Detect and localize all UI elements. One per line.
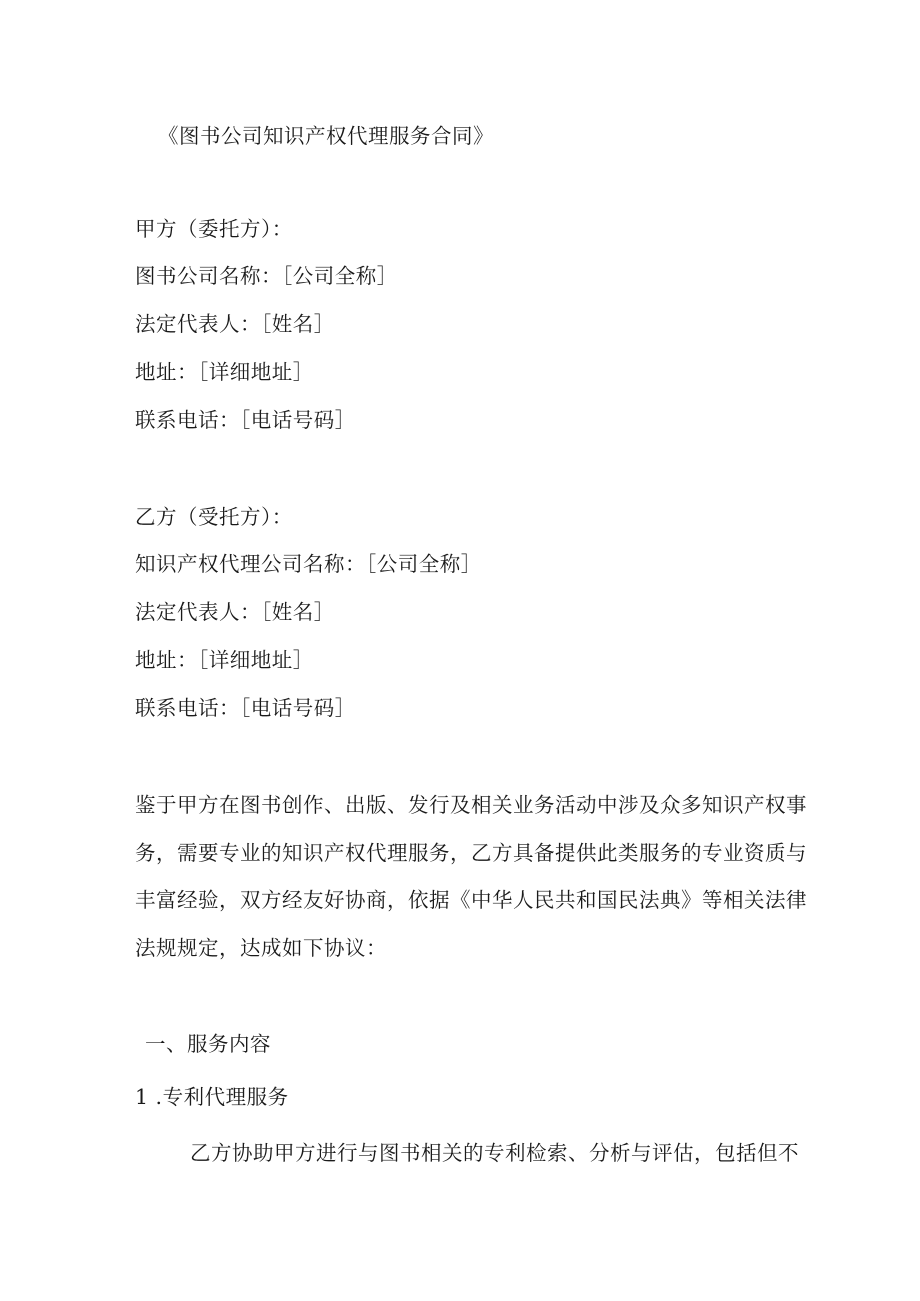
party-b-representative: 法定代表人：［姓名］ xyxy=(135,600,335,624)
preamble-line: 法规规定，达成如下协议： xyxy=(135,936,387,960)
preamble-line: 丰富经验，双方经友好协商，依据《中华人民共和国民法典》等相关法律 xyxy=(135,888,807,912)
document-title: 《图书公司知识产权代理服务合同》 xyxy=(158,124,494,148)
section-heading: 一、服务内容 xyxy=(145,1032,271,1056)
party-a-heading: 甲方（委托方）： xyxy=(135,217,293,241)
party-b-address: 地址：［详细地址］ xyxy=(135,648,314,672)
subsection-heading: 1 .专利代理服务 xyxy=(135,1085,289,1109)
party-a-representative: 法定代表人：［姓名］ xyxy=(135,312,335,336)
party-a-phone: 联系电话：［电话号码］ xyxy=(135,408,356,432)
party-b-name: 知识产权代理公司名称：［公司全称］ xyxy=(135,552,482,576)
body-paragraph: 乙方协助甲方进行与图书相关的专利检索、分析与评估，包括但不 xyxy=(190,1141,799,1165)
preamble-line: 务，需要专业的知识产权代理服务，乙方具备提供此类服务的专业资质与 xyxy=(135,841,807,865)
party-b-heading: 乙方（受托方）： xyxy=(135,505,293,529)
preamble-line: 鉴于甲方在图书创作、出版、发行及相关业务活动中涉及众多知识产权事 xyxy=(135,793,807,817)
party-a-address: 地址：［详细地址］ xyxy=(135,360,314,384)
party-a-name: 图书公司名称：［公司全称］ xyxy=(135,264,398,288)
party-b-phone: 联系电话：［电话号码］ xyxy=(135,696,356,720)
